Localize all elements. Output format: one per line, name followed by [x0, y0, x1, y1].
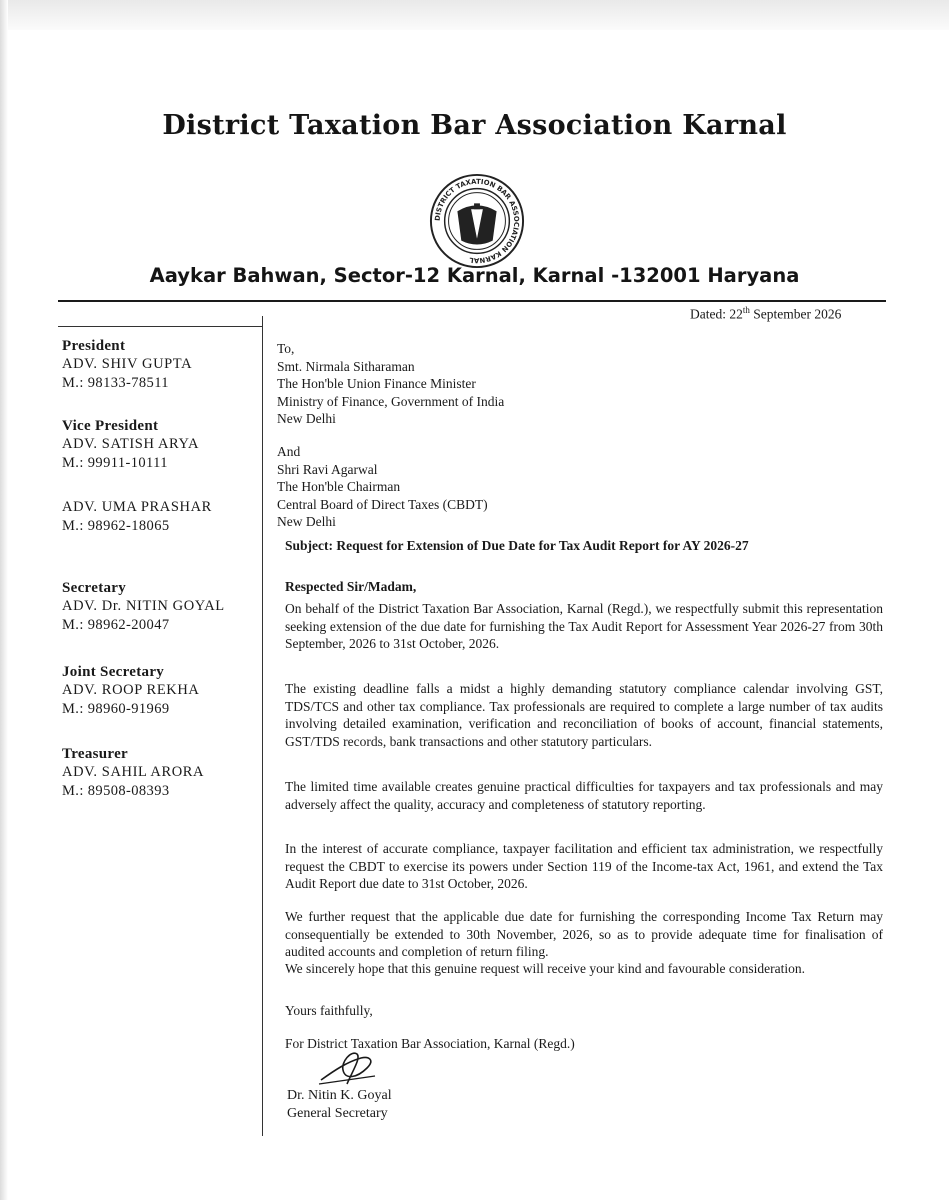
officer-vice-president [62, 418, 199, 473]
recipient-line: Central Board of Direct Taxes (CBDT) [277, 496, 488, 512]
officer-role: Joint Secretary [62, 664, 165, 680]
officer-vice-president-2 [62, 498, 212, 536]
scan-shadow-top [0, 0, 949, 30]
recipient-line: New Delhi [277, 514, 336, 529]
recipient-line: Smt. Nirmala Sitharaman [277, 358, 415, 374]
yours-faithfully: Yours faithfully, [285, 1003, 373, 1018]
scan-shadow-left [0, 0, 8, 1200]
officer-role: Secretary [62, 580, 127, 596]
officer-name: ADV. SAHIL ARORA [62, 764, 205, 780]
paragraph-6: We sincerely hope that this genuine request will receive your kind and favourable consideration. [285, 961, 805, 976]
recipient-line: Ministry of Finance, Government of India [277, 393, 505, 409]
handwritten-signature [317, 1040, 377, 1092]
officer-phone: M.: 99911-10111 [62, 455, 168, 471]
signer-title: General Secretary [287, 1106, 388, 1121]
letter-date: Dated: 22th September 2026 [690, 305, 842, 322]
paragraph-1: On behalf of the District Taxation Bar Association, Karnal (Regd.), we respectfully submit this representation seeking extension of the due date for furnishing the Tax Audit Report for Assessment Year 2026-27 from 30th September, 2026 to 31st October, 2026. [285, 601, 883, 651]
paragraph-2: The existing deadline falls a midst a highly demanding statutory compliance calendar involving GST, TDS/TCS and other tax compliance. Tax professionals are required to complete a large number of tax audits involving detailed examination, verification and reconciliation of books of account, financial statements, GST/TDS records, bank transactions and other statutory particulars. [285, 681, 883, 749]
officer-president [62, 338, 192, 393]
paragraph-4: In the interest of accurate compliance, taxpayer facilitation and efficient tax administration, we respectfully request the CBDT to exercise its powers under Section 119 of the Income-tax Act, 1961, and extend the Tax Audit Report due date to 31st October, 2026. [285, 841, 883, 891]
officer-name: ADV. SATISH ARYA [62, 436, 200, 452]
recipient-line: The Hon'ble Union Finance Minister [277, 376, 476, 391]
sidebar-top-rule [58, 326, 262, 327]
officer-treasurer [62, 746, 204, 801]
svg-text:DISTRICT TAXATION BAR ASSOCIAT: DISTRICT TAXATION BAR ASSOCIATION KARNAL [433, 177, 521, 265]
recipient-line: Shri Ravi Agarwal [277, 461, 378, 477]
association-seal-logo [428, 172, 526, 270]
officer-phone: M.: 98133-78511 [62, 375, 169, 391]
recipient-line: The Hon'ble Chairman [277, 479, 401, 494]
letter-subject: Subject: Request for Extension of Due Date for Tax Audit Report for AY 2026-27 [285, 538, 749, 553]
to-label: To, [277, 341, 295, 356]
officer-phone: M.: 98960-91969 [62, 701, 170, 717]
officer-role: President [62, 338, 126, 354]
recipient-line: New Delhi [277, 411, 336, 426]
paragraph-5: We further request that the applicable due date for furnishing the corresponding Income Tax Return may consequentially be extended to 30th November, 2026, so as to provide adequate time for finalisation of audited accounts and completion of return filing. [285, 909, 883, 959]
officer-joint-secretary [62, 664, 200, 719]
paragraph-3: The limited time available creates genuine practical difficulties for taxpayers and tax professionals and may adversely affect the quality, accuracy and completeness of statutory reporting. [285, 779, 883, 812]
officer-name: ADV. UMA PRASHAR [62, 499, 212, 515]
officer-name: ADV. ROOP REKHA [62, 682, 200, 698]
salutation: Respected Sir/Madam, [285, 579, 417, 594]
for-association-line: For District Taxation Bar Association, Karnal (Regd.) [285, 1036, 575, 1051]
officer-role: Vice President [62, 418, 159, 434]
recipient-block-finance-minister [277, 340, 504, 428]
officer-name: ADV. SHIV GUPTA [62, 356, 193, 372]
and-label: And [277, 444, 301, 459]
column-divider [262, 316, 263, 1136]
signatory [287, 1087, 392, 1123]
officer-secretary [62, 580, 225, 635]
letterhead-address: Aaykar Bahwan, Sector-12 Karnal, Karnal -132001 Haryana [149, 264, 800, 287]
recipient-block-cbdt [277, 443, 488, 531]
officer-phone: M.: 98962-18065 [62, 518, 170, 534]
signer-name: Dr. Nitin K. Goyal [287, 1088, 392, 1103]
header-rule [58, 300, 886, 302]
letterhead-title: District Taxation Bar Association Karnal [162, 110, 787, 141]
officer-phone: M.: 98962-20047 [62, 617, 170, 633]
officer-name: ADV. Dr. NITIN GOYAL [62, 598, 225, 614]
officer-phone: M.: 89508-08393 [62, 783, 170, 799]
officer-role: Treasurer [62, 746, 129, 762]
